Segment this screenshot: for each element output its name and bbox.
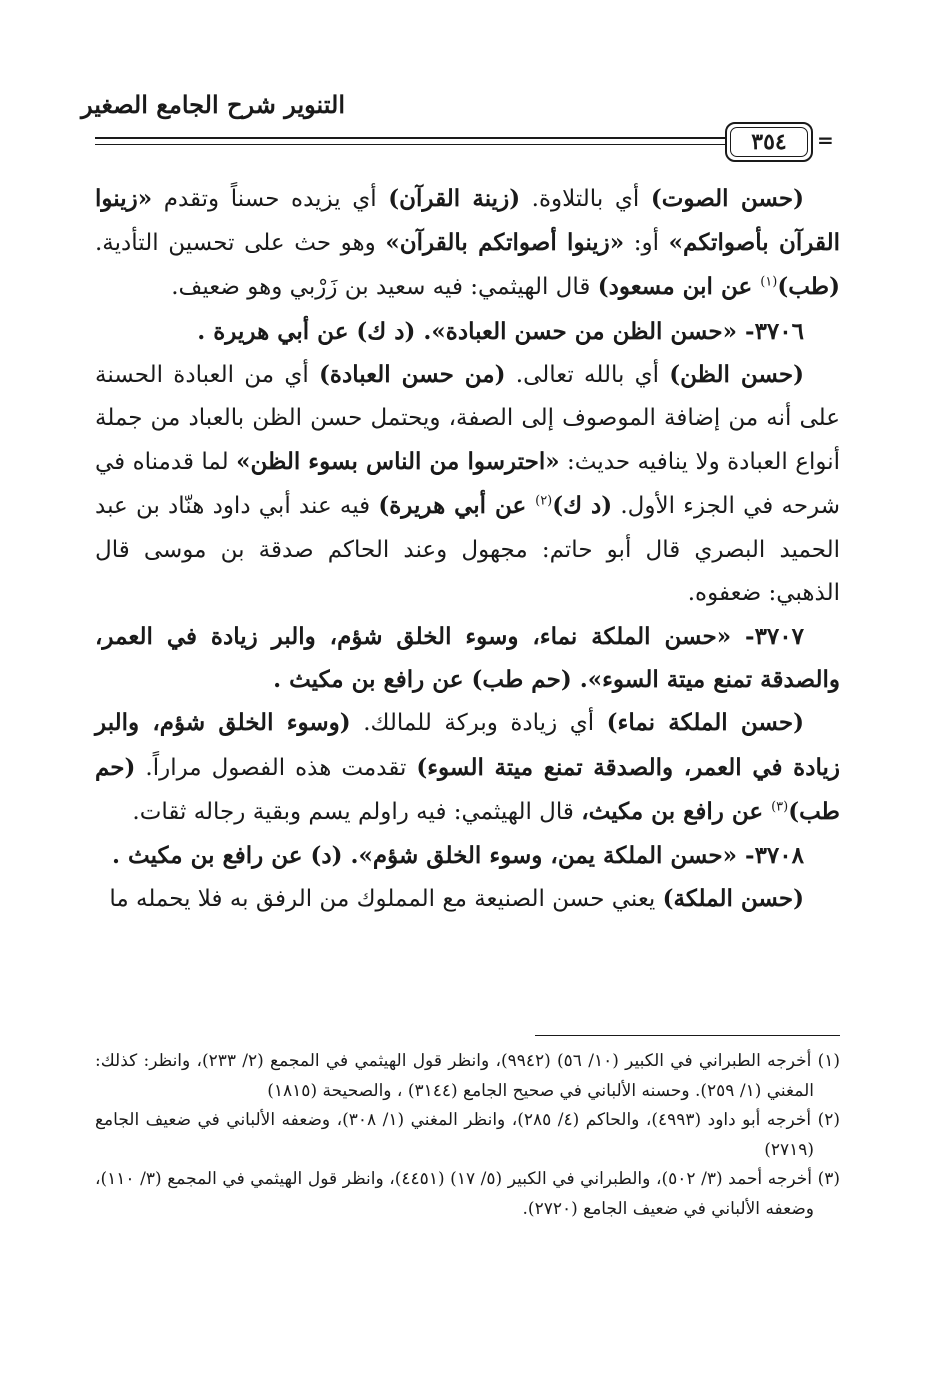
hadith-entry: ٣٧٠٦- «حسن الظن من حسن العبادة». (د ك) عن أبي هريرة . <box>197 317 804 345</box>
commentary-paragraph: (حسن الملكة) يعني حسن الصنيعة مع المملوك من الرفق به فلا يحمله ما <box>109 885 804 913</box>
hadith-entry: ٣٧٠٧- «حسن الملكة نماء، وسوء الخلق شؤم، والبر زيادة في العمر، والصدقة تمنع ميتة السوء». (حم طب) عن رافع بن مكيث . <box>95 623 840 694</box>
header-rule <box>95 137 725 139</box>
footnote: (٢) أخرجه أبو داود (٤٩٩٣)، والحاكم (٤/ ٢٨٥)، وانظر المغني (١/ ٣٠٨)، وضعفه الألباني في ضعيف الجامع (٢٧١٩) <box>95 1110 840 1160</box>
page-number <box>725 122 813 162</box>
commentary-paragraph: (حسن الملكة نماء) أي زيادة وبركة للمالك. (وسوء الخلق شؤم، والبر زيادة في العمر، والصدقة تمنع ميتة السوء) تقدمت هذه الفصول مراراً. (حم طب)$^{(٣)}$ عن رافع بن مكيث، قال الهيثمي: فيه راولم يسم وبقية رجاله ثقات. <box>95 709 840 825</box>
hadith-entry: ٣٧٠٨- «حسن الملكة يمن، وسوء الخلق شؤم». (د) عن رافع بن مكيث . <box>112 842 804 870</box>
commentary-paragraph: (حسن الصوت) أي بالتلاوة. (زينة القرآن) أي يزيده حسناً وتقدم «زينوا القرآن بأصواتكم» أو: «زينوا أصواتكم بالقرآن» وهو حث على تحسين التأدية. (طب)$^{(١)}$ عن ابن مسعود) قال الهيثمي: فيه سعيد بن زَرْبي وهو ضعيف. <box>95 185 840 301</box>
footnotes <box>95 1047 840 1224</box>
footnote: (١) أخرجه الطبراني في الكبير (١٠/ ٥٦) (٩٩٤٢)، وانظر قول الهيثمي في المجمع (٢/ ٢٣٣)، وانظر: كذلك: المغني (١/ ٢٥٩). وحسنه الألباني في صحيح الجامع (٣١٤٤) ، والصحيحة (١٨١٥) <box>95 1051 840 1101</box>
footnote-marker: (١) <box>760 274 778 290</box>
header-ornament: = <box>817 128 834 152</box>
page-number-label: ٣٥٤ <box>751 129 787 155</box>
footnote-separator <box>535 1035 840 1036</box>
header-rule-thin <box>95 144 725 145</box>
footnote: (٣) أخرجه أحمد (٣/ ٥٠٢)، والطبراني في الكبير (٥/ ١٧) (٤٤٥١)، وانظر قول الهيثمي في المجمع (٣/ ١١٠)، وضعفه الألباني في ضعيف الجامع (٢٧٢٠). <box>95 1169 840 1219</box>
footnote-marker: (٢) <box>535 493 553 509</box>
commentary-paragraph: (حسن الظن) أي بالله تعالى. (من حسن العبادة) أي من العبادة الحسنة على أنه من إضافة الموصوف إلى الصفة، ويحتمل حسن الظن بالعباد من جملة أنواع العبادة ولا ينافيه حديث: «احترسوا من الناس بسوء الظن» لما قدمناه في شرحه في الجزء الأول. (د ك)$^{(٢)}$ عن أبي هريرة) فيه عند أبي داود هنّاد بن عبد الحميد البصري قال أبو حاتم: مجهول وعند الحاكم صدقة بن موسى قال الذهبي: ضعفوه. <box>95 360 841 606</box>
main-text <box>95 177 840 921</box>
footnote-marker: (٣) <box>771 799 789 815</box>
running-title: التنوير شرح الجامع الصغير <box>81 90 345 119</box>
